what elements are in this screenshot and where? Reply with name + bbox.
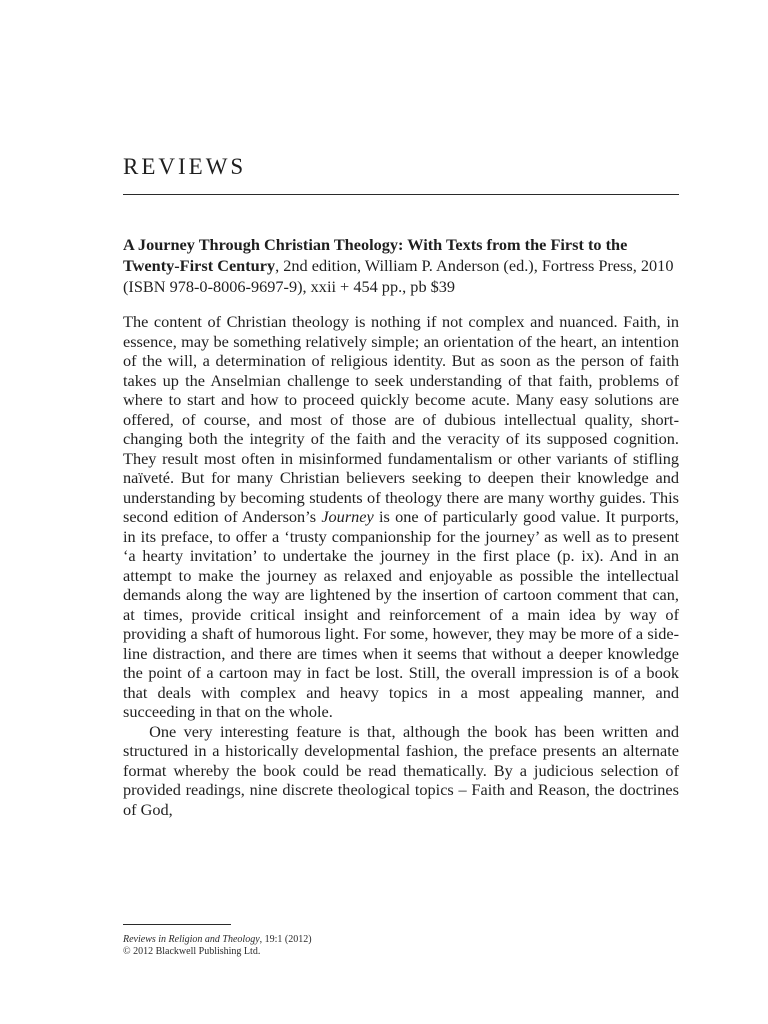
review-body (123, 312, 679, 819)
book-title: A Journey Through Christian Theology: With Texts from the First to the Twenty-First Century (123, 235, 628, 275)
journal-citation (123, 934, 312, 946)
paragraph-1-part-a: The content of Christian theology is nothing if not complex and nuanced. Faith, in essence, may be something relatively simple; an orientation of the heart, an intention of the will, a determination of religious identity. But as soon as the person of faith takes up the Anselmian challenge to seek understanding of that faith, problems of where to start and how to proceed quickly become acute. Many easy solutions are offered, of course, and most of those are of dubious intellectual quality, short-changing both the integrity of the faith and the veracity of its supposed cognition. They result most often in misinformed fundamentalism or other variants of stifling naïveté. But for many Christian believers seeking to deepen their knowledge and understanding by becoming students of theology there are many worthy guides. This second edition of Anderson’s (123, 312, 679, 526)
journal-footer (123, 934, 312, 958)
title-rule (123, 194, 679, 195)
section-title: REVIEWS (123, 154, 247, 179)
journey-italic: Journey (321, 507, 374, 526)
paragraph-1 (123, 312, 679, 722)
copyright-notice: © 2012 Blackwell Publishing Ltd. (123, 946, 261, 957)
book-citation (123, 234, 679, 297)
journal-name: Reviews in Religion and Theology (123, 934, 260, 945)
book-details: , 2nd edition, William P. Anderson (ed.), Fortress Press, 2010 (ISBN 978-0-8006-9697-9), xxii + 454 pp., pb $39 (123, 256, 674, 296)
paragraph-1-part-b: is one of particularly good value. It purports, in its preface, to offer a ‘trusty companionship for the journey’ as well as to present ‘a hearty invitation’ to undertake the journey in the first place (p. ix). And in an attempt to make the journey as relaxed and enjoyable as possible the intellectual demands along the way are lightened by the insertion of cartoon comment that can, at times, provide critical insight and reinforcement of a main idea by way of providing a shaft of humorous light. For some, however, they may be more of a side-line distraction, and there are times when it seems that without a deeper knowledge the point of a cartoon may in fact be lost. Still, the overall impression is of a book that deals with complex and heavy topics in a most appealing manner, and succeeding in that on the whole. (123, 507, 679, 721)
paragraph-2: One very interesting feature is that, although the book has been written and structured in a historically developmental fashion, the preface presents an alternate format whereby the book could be read thematically. By a judicious selection of provided readings, nine discrete theological topics – Faith and Reason, the doctrines of God, (123, 721, 679, 819)
footnote-rule (123, 924, 231, 925)
journal-volume: , 19:1 (2012) (259, 934, 312, 945)
